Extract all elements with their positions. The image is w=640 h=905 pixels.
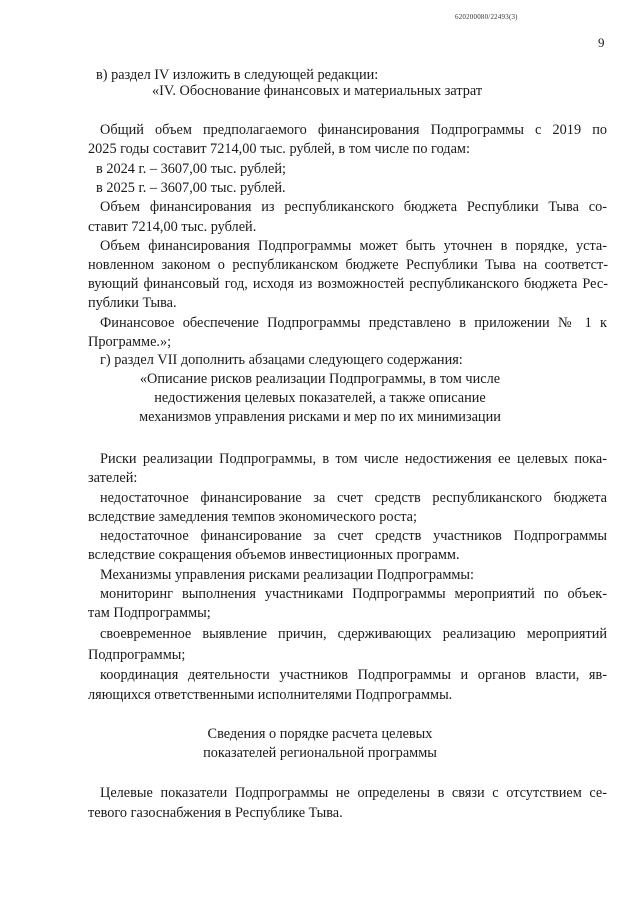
financing-p3-line4: публики Тыва. bbox=[88, 295, 177, 311]
section-vii-intro: г) раздел VII дополнить абзацами следующего содержания: bbox=[100, 352, 463, 368]
mechanism-1-line1: мониторинг выполнения участниками Подпрограммы мероприятий по объек- bbox=[100, 586, 607, 602]
financing-2024: в 2024 г. – 3607,00 тыс. рублей; bbox=[96, 161, 286, 177]
financing-p4-line1: Финансовое обеспечение Подпрограммы представлено в приложении № 1 к bbox=[100, 315, 607, 331]
financing-p2-line1: Объем финансирования из республиканского бюджета Республики Тыва со- bbox=[100, 199, 607, 215]
indicators-p1-line1: Целевые показатели Подпрограммы не определены в связи с отсутствием се- bbox=[100, 785, 607, 801]
financing-p1-line2: 2025 годы составит 7214,00 тыс. рублей, в том числе по годам: bbox=[88, 141, 470, 157]
indicators-heading-line2: показателей региональной программы bbox=[203, 745, 437, 761]
risks-p1-line1: Риски реализации Подпрограммы, в том числе недостижения ее целевых пока- bbox=[100, 451, 607, 467]
section-vii-heading-line3: механизмов управления рисками и мер по их минимизации bbox=[139, 409, 501, 425]
financing-p2-line2: ставит 7214,00 тыс. рублей. bbox=[88, 219, 257, 235]
mechanisms-intro: Механизмы управления рисками реализации Подпрограммы: bbox=[100, 567, 475, 583]
mechanism-3-line2: ляющихся ответственными исполнителями Подпрограммы. bbox=[88, 687, 453, 703]
risk-2-line2: вследствие сокращения объемов инвестиционных программ. bbox=[88, 547, 460, 563]
risks-p1-line2: зателей: bbox=[88, 470, 138, 486]
financing-2025: в 2025 г. – 3607,00 тыс. рублей. bbox=[96, 180, 286, 196]
section-iv-heading: «IV. Обоснование финансовых и материальных затрат bbox=[152, 83, 483, 99]
risk-1-line2: вследствие замедления темпов экономического роста; bbox=[88, 509, 417, 525]
financing-p3-line3: вующий финансовый год, исходя из возможностей республиканского бюджета Рес- bbox=[88, 276, 608, 292]
document-id: 620200080/22493(3) bbox=[455, 13, 518, 21]
financing-p3-line1: Объем финансирования Подпрограммы может быть уточнен в порядке, уста- bbox=[100, 238, 607, 254]
section-vii-heading-line1: «Описание рисков реализации Подпрограммы, в том числе bbox=[139, 371, 501, 387]
financing-p4-line2: Программе.»; bbox=[88, 334, 172, 350]
indicators-heading-line1: Сведения о порядке расчета целевых bbox=[207, 726, 433, 742]
indicators-p1-line2: тевого газоснабжения в Республике Тыва. bbox=[88, 805, 343, 821]
mechanism-1-line2: там Подпрограммы; bbox=[88, 605, 211, 621]
financing-p1-line1: Общий объем предполагаемого финансирования Подпрограммы с 2019 по bbox=[100, 122, 607, 138]
section-vii-heading-line2: недостижения целевых показателей, а также описание bbox=[154, 390, 486, 406]
risk-2-line1: недостаточное финансирование за счет средств участников Подпрограммы bbox=[100, 528, 607, 544]
mechanism-3-line1: координация деятельности участников Подпрограммы и органов власти, яв- bbox=[100, 667, 607, 683]
mechanism-2-line2: Подпрограммы; bbox=[88, 647, 186, 663]
mechanism-2-line1: своевременное выявление причин, сдерживающих реализацию мероприятий bbox=[100, 626, 607, 642]
section-iv-intro: в) раздел IV изложить в следующей редакции: bbox=[96, 67, 379, 83]
risk-1-line1: недостаточное финансирование за счет средств республиканского бюджета bbox=[100, 490, 607, 506]
page-number: 9 bbox=[598, 35, 605, 50]
financing-p3-line2: новленном законом о республиканском бюджете Республики Тыва на соответст- bbox=[88, 257, 608, 273]
